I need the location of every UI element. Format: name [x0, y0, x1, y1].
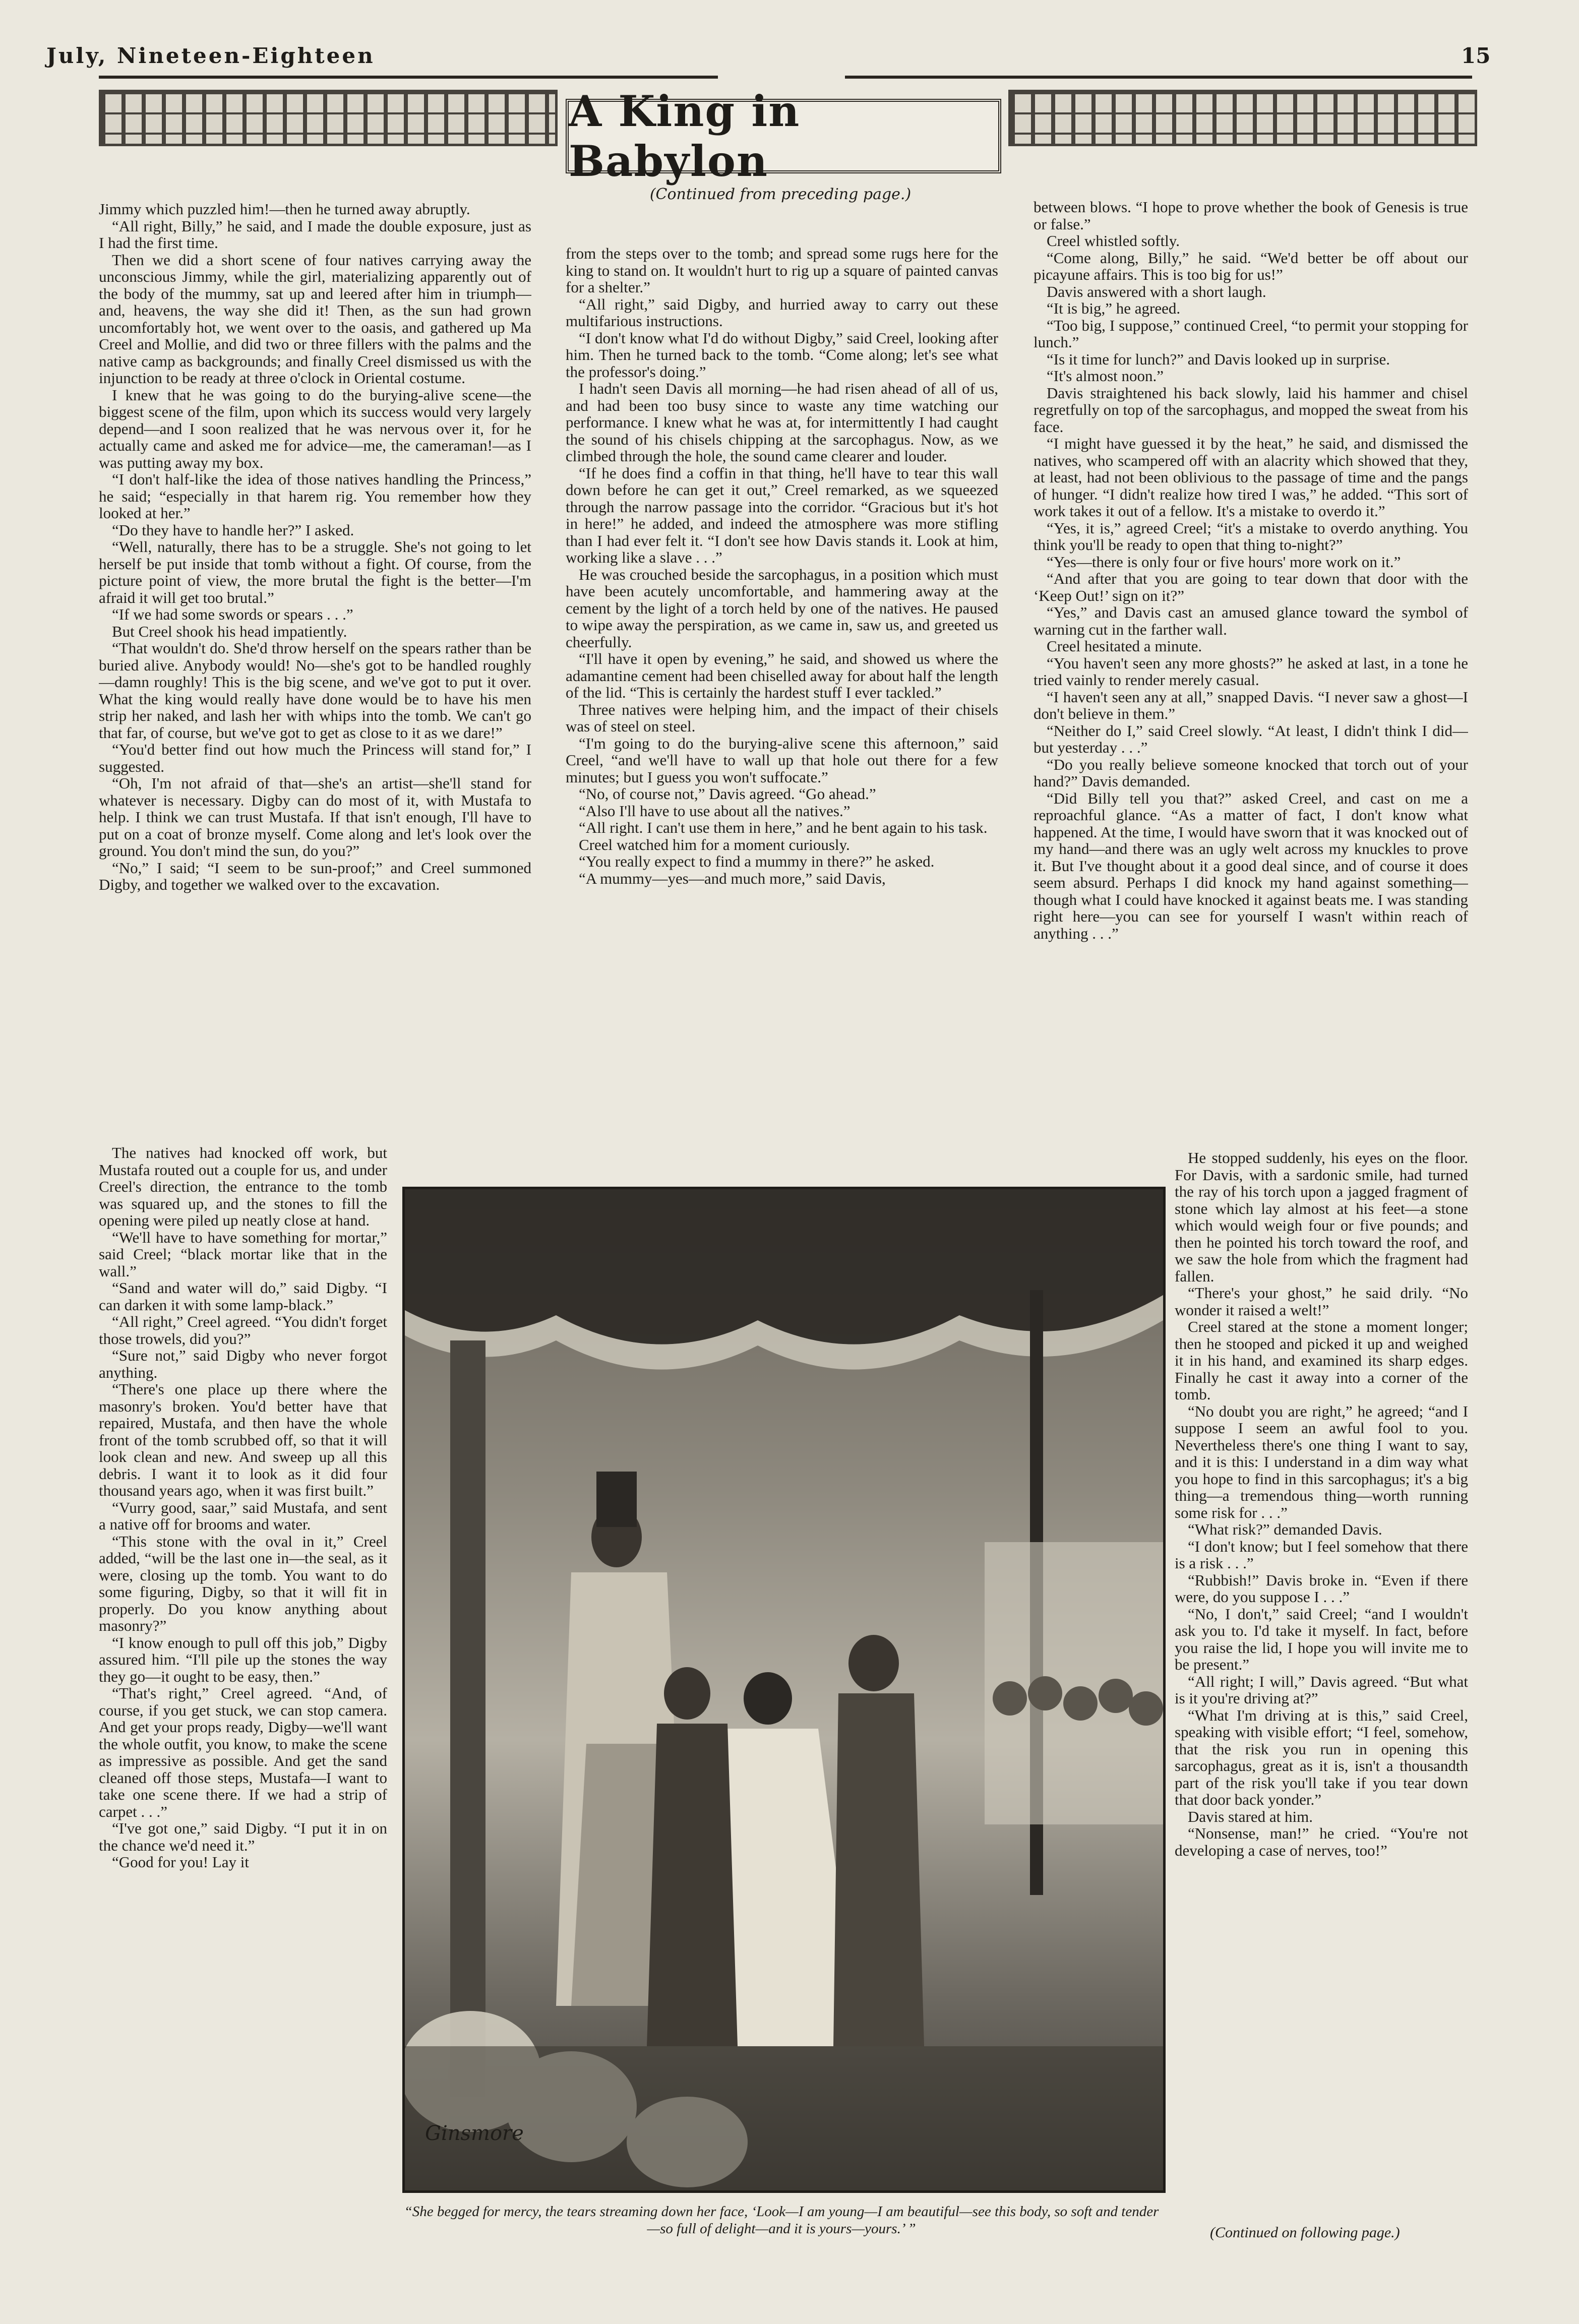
- paragraph: “This stone with the oval in it,” Creel added, “will be the last one in—the seal, as it were, closing up the tomb. You want to do some figuring, Digby, so that it will fit in properly. Do you know anything about masonry?”: [99, 1532, 387, 1634]
- paragraph: “Sure not,” said Digby who never forgot anything.: [99, 1347, 387, 1381]
- paragraph: “Neither do I,” said Creel slowly. “At least, I didn't think I did—but yesterday . . .”: [1034, 721, 1468, 756]
- paragraph: Creel hesitated a minute.: [1047, 637, 1202, 655]
- paragraph: “You haven't seen any more ghosts?” he asked at last, in a tone he tried vainly to render merely casual.: [1034, 654, 1468, 689]
- paragraph: “I've got one,” said Digby. “I put it in on the chance we'd need it.”: [99, 1819, 387, 1854]
- paragraph: “It's almost noon.”: [1047, 367, 1164, 385]
- paragraph: “What I'm driving at is this,” said Creel, speaking with visible effort; “I feel, somehow, that the risk you run in opening this sarcophagus, great as it is, isn't a thousandth part of the risk you'll take if you tear down that door back yonder.”: [1175, 1706, 1468, 1808]
- paragraph: “Do you really believe someone knocked that torch out of your hand?” Davis demanded.: [1034, 755, 1468, 790]
- paragraph: “I'm going to do the burying-alive scene this afternoon,” said Creel, “and we'll have to wall up that hole out there for a few minutes; but I guess you won't suffocate.”: [566, 734, 998, 786]
- paragraph: “I don't know what I'd do without Digby,” said Creel, looking after him. Then he turned back to the tomb. “Come along; let's see what the professor's doing.”: [566, 329, 998, 381]
- paragraph: “Also I'll have to use about all the natives.”: [579, 802, 851, 820]
- paragraph: Creel stared at the stone a moment longer; then he stooped and picked it up and weighed it in his hand, and examined its sharp edges. Finally he cast it away into a corner of the tomb.: [1175, 1318, 1468, 1403]
- paragraph: Jimmy which puzzled him!—then he turned away abruptly.: [99, 201, 470, 218]
- paragraph: “Is it time for lunch?” and Davis looked up in surprise.: [1047, 350, 1390, 368]
- paragraph: “Do they have to handle her?” I asked.: [112, 521, 354, 539]
- paragraph: “We'll have to have something for mortar,” said Creel; “black mortar like that in the wall.”: [99, 1228, 387, 1280]
- paragraph: “All right, Billy,” he said, and I made the double exposure, just as I had the first time.: [99, 217, 531, 252]
- paragraph: I hadn't seen Davis all morning—he had risen ahead of all of us, and had been too busy since to waste any time watching our performance. I knew what he was at, for intermittently I had caught the sound of his chisels chipping at the sarcophagus. Now, as we climbed through the hole, the sound came clearer and louder.: [566, 380, 998, 465]
- text-column-1: [99, 201, 531, 1143]
- article-title: A King in Babylon: [566, 99, 1001, 173]
- paragraph: “There's one place up there where the masonry's broken. You'd better have that repaired, Mustafa, and then have the whole front of the tomb scrubbed off, so that it will look clean and new. And sweep up all this debris. I want it to look as it did four thousand years ago, when it was first built.”: [99, 1380, 387, 1499]
- text-column-3-narrow: [1175, 1149, 1468, 2183]
- paragraph: “I haven't seen any at all,” snapped Davis. “I never saw a ghost—I don't believe in them.”: [1034, 688, 1468, 722]
- paragraph: “Well, naturally, there has to be a struggle. She's not going to let herself be put inside that tomb without a fight. Of course, from the picture point of view, the more brutal the fight is the better—I'm afraid it will get too brutal.”: [99, 538, 531, 606]
- header-rule-left: [99, 76, 718, 79]
- paragraph: “And after that you are going to tear down that door with the ‘Keep Out!’ sign on it?”: [1034, 570, 1468, 604]
- paragraph: “Too big, I suppose,” continued Creel, “to permit your stopping for lunch.”: [1034, 316, 1468, 351]
- story-illustration: [402, 1187, 1166, 2193]
- paragraph: Creel watched him for a moment curiously.: [579, 835, 850, 853]
- paragraph: “Oh, I'm not afraid of that—she's an artist—she'll stand for whatever is necessary. Digby can do most of it, with Mustafa to help. I think we can trust Mustafa. If that isn't enough, I'll have to put on a coat of bronze myself. Come along and let's look over the ground. You don't mind the sun, do you?”: [99, 774, 531, 860]
- continued-from-note: (Continued from preceding page.): [649, 186, 912, 203]
- paragraph: “You'd better find out how much the Princess will stand for,” I suggested.: [99, 741, 531, 775]
- paragraph: Davis answered with a short laugh.: [1047, 282, 1266, 300]
- paragraph: “Yes—there is only four or five hours' more work on it.”: [1047, 553, 1401, 571]
- text-column-3: [1034, 199, 1468, 1146]
- text-column-2: [566, 245, 998, 1152]
- illustration-drawing: [405, 1189, 1163, 2190]
- page-number: 15: [1461, 43, 1491, 68]
- decorative-border-left: [99, 90, 558, 146]
- paragraph: Creel whistled softly.: [1047, 232, 1180, 250]
- artist-signature: Ginsmore: [425, 2122, 524, 2145]
- paragraph: “I'll have it open by evening,” he said, and showed us where the adamantine cement had been chiselled away for about half the length of the lid. “This is certainly the hardest stuff I ever tackled.”: [566, 650, 998, 701]
- paragraph: “It is big,” he agreed.: [1047, 299, 1181, 317]
- text-column-1-narrow: [99, 1144, 387, 2208]
- paragraph: “I might have guessed it by the heat,” he said, and dismissed the natives, who scampered off with an alacrity which showed that they, at least, had not been oblivious to the passage of time and the pangs of hunger. “I didn't realize how tired I was,” he added. “This sort of work takes it out of a fellow. It's a mistake to overdo it.”: [1034, 435, 1468, 520]
- paragraph: “Vurry good, saar,” said Mustafa, and sent a native off for brooms and water.: [99, 1498, 387, 1533]
- paragraph: “Come along, Billy,” he said. “We'd better be off about our picayune affairs. This is too big for us!”: [1034, 249, 1468, 283]
- paragraph: “All right,” said Digby, and hurried away to carry out these multifarious instructions.: [566, 295, 998, 330]
- paragraph: “I don't know; but I feel somehow that there is a risk . . .”: [1175, 1537, 1468, 1572]
- paragraph: “That wouldn't do. She'd throw herself on the spears rather than be buried alive. Anybody would! No—she's got to be handled roughly—damn roughly! This is the big scene, and we've got to put it over. What the king would really have done would be to have his men strip her naked, and lash her with whips into the tomb. We can't go that far, of course, but we've got to get as close to it as we dare!”: [99, 639, 531, 742]
- paragraph: “Yes,” and Davis cast an amused glance toward the symbol of warning cut in the farther wall.: [1034, 603, 1468, 638]
- paragraph: “No, of course not,” Davis agreed. “Go ahead.”: [579, 785, 876, 803]
- illustration-caption: “She begged for mercy, the tears streaming down her face, ‘Look—I am young—I am beautiful—see this body, so soft and tender—so full of delight—and it is yours—yours.’ ”: [404, 2204, 1159, 2237]
- paragraph: “No, I don't,” said Creel; “and I wouldn't ask you to. I'd take it myself. In fact, before you raise the lid, I hope you will invite me to be present.”: [1175, 1605, 1468, 1673]
- paragraph: The natives had knocked off work, but Mustafa routed out a couple for us, and under Creel's direction, the entrance to the tomb was squared up, and the stones to fill the opening were piled up neatly close at hand.: [99, 1144, 387, 1229]
- paragraph: He was crouched beside the sarcophagus, in a position which must have been acutely uncomfortable, and hammering away at the cement by the light of a torch held by one of the natives. He paused to wipe away the perspiration, as we came in, saw us, and greeted us cheerfully.: [566, 565, 998, 651]
- continued-on-note: (Continued on following page.): [1210, 2224, 1400, 2241]
- paragraph: “I don't half-like the idea of those natives handling the Princess,” he said; “especially in that harem rig. You remember how they looked at her.”: [99, 470, 531, 522]
- paragraph: “All right,” Creel agreed. “You didn't forget those trowels, did you?”: [99, 1313, 387, 1348]
- paragraph: “Good for you! Lay it: [112, 1853, 250, 1871]
- paragraph: Then we did a short scene of four natives carrying away the unconscious Jimmy, while the girl, materializing apparently out of the body of the mummy, sat up and leered after him in triumph—and, heavens, the way she did it! Then, as the sun had grown uncomfortably hot, we went over to the oasis, and gathered up Ma Creel and Mollie, and did two or three fillers with the palms and the native camp as backgrounds; and finally Creel dismissed us with the injunction to be ready at three o'clock in Oriental costume.: [99, 251, 531, 387]
- header-rule-right: [845, 76, 1472, 79]
- paragraph: from the steps over to the tomb; and spread some rugs here for the king to stand on. It wouldn't hurt to rig up a square of painted canvas for a shelter.”: [566, 245, 998, 296]
- paragraph: But Creel shook his head impatiently.: [112, 622, 347, 640]
- paragraph: “All right; I will,” Davis agreed. “But what is it you're driving at?”: [1175, 1672, 1468, 1707]
- paragraph: “What risk?” demanded Davis.: [1188, 1520, 1382, 1538]
- paragraph: “A mummy—yes—and much more,” said Davis,: [579, 869, 886, 887]
- paragraph: “Did Billy tell you that?” asked Creel, and cast on me a reproachful glance. “As a matter of fact, I don't know what happened. At the time, I would have sworn that it was knocked out of my hand—and there was an ugly welt across my knuckles to prove it. But I've thought about it a good deal since, and of course it does seem absurd. Perhaps I did knock my hand against something—though what I could have knocked it against beats me. I was standing right here—you can see for yourself I wasn't within reach of anything . . .”: [1034, 789, 1468, 942]
- paragraph: “No,” I said; “I seem to be sun-proof;” and Creel summoned Digby, and together we walked over to the excavation.: [99, 859, 531, 893]
- paragraph: Three natives were helping him, and the impact of their chisels was of steel on steel.: [566, 700, 998, 735]
- paragraph: “If he does find a coffin in that thing, he'll have to tear this wall down before he can get it out,” Creel remarked, as we squeezed through the narrow passage into the corridor. “Gracious but it's hot in here!” he added, and indeed the atmosphere was more stifling than I had ever felt it. “I don't see how Davis stands it. Look at him, working like a slave . . .”: [566, 464, 998, 566]
- paragraph: “Nonsense, man!” he cried. “You're not developing a case of nerves, too!”: [1175, 1824, 1468, 1859]
- paragraph: Davis stared at him.: [1188, 1807, 1313, 1825]
- paragraph: “There's your ghost,” he said drily. “No wonder it raised a welt!”: [1175, 1284, 1468, 1319]
- paragraph: “If we had some swords or spears . . .”: [112, 605, 353, 623]
- paragraph: “I know enough to pull off this job,” Digby assured him. “I'll pile up the stones the way they go—it ought to be easy, then.”: [99, 1633, 387, 1685]
- paragraph: I knew that he was going to do the burying-alive scene—the biggest scene of the film, upon which its success would very largely depend—and I soon realized that he was nervous over it, for he actually came and asked me for advice—me, the cameraman!—as I was putting away my box.: [99, 386, 531, 471]
- paragraph: “You really expect to find a mummy in there?” he asked.: [579, 852, 935, 870]
- running-header-date: July, Nineteen-Eighteen: [46, 43, 375, 68]
- paragraph: “Rubbish!” Davis broke in. “Even if there were, do you suppose I . . .”: [1175, 1571, 1468, 1606]
- paragraph: between blows. “I hope to prove whether the book of Genesis is true or false.”: [1034, 199, 1468, 233]
- paragraph: “Sand and water will do,” said Digby. “I can darken it with some lamp-black.”: [99, 1279, 387, 1314]
- paragraph: Davis straightened his back slowly, laid his hammer and chisel regretfully on top of the sarcophagus, and mopped the sweat from his face.: [1034, 384, 1468, 436]
- paragraph: “All right. I can't use them in here,” and he bent again to his task.: [579, 819, 988, 836]
- paragraph: “That's right,” Creel agreed. “And, of course, if you get stuck, we can stop camera. And get your props ready, Digby—we'll want the whole outfit, you know, to make the scene as impressive as possible. And get the sand cleaned off those steps, Mustafa—I want to take one scene there. If we had a strip of carpet . . .”: [99, 1684, 387, 1820]
- paragraph: “No doubt you are right,” he agreed; “and I suppose I seem an awful fool to you. Nevertheless there's one thing I want to say, and it is this: I understand in a dim way what you hope to find in this sarcophagus; it's a big thing—a tremendous thing—worth running some risk for . . .”: [1175, 1402, 1468, 1521]
- decorative-border-right: [1008, 90, 1477, 146]
- paragraph: “Yes, it is,” agreed Creel; “it's a mistake to overdo anything. You think you'll be ready to open that thing to-night?”: [1034, 519, 1468, 554]
- paragraph: He stopped suddenly, his eyes on the floor. For Davis, with a sardonic smile, had turned the ray of his torch upon a jagged fragment of stone which lay almost at his feet—a stone which would weigh four or five pounds; and then he pointed his torch toward the roof, and we saw the hole from which the fragment had fallen.: [1175, 1149, 1468, 1285]
